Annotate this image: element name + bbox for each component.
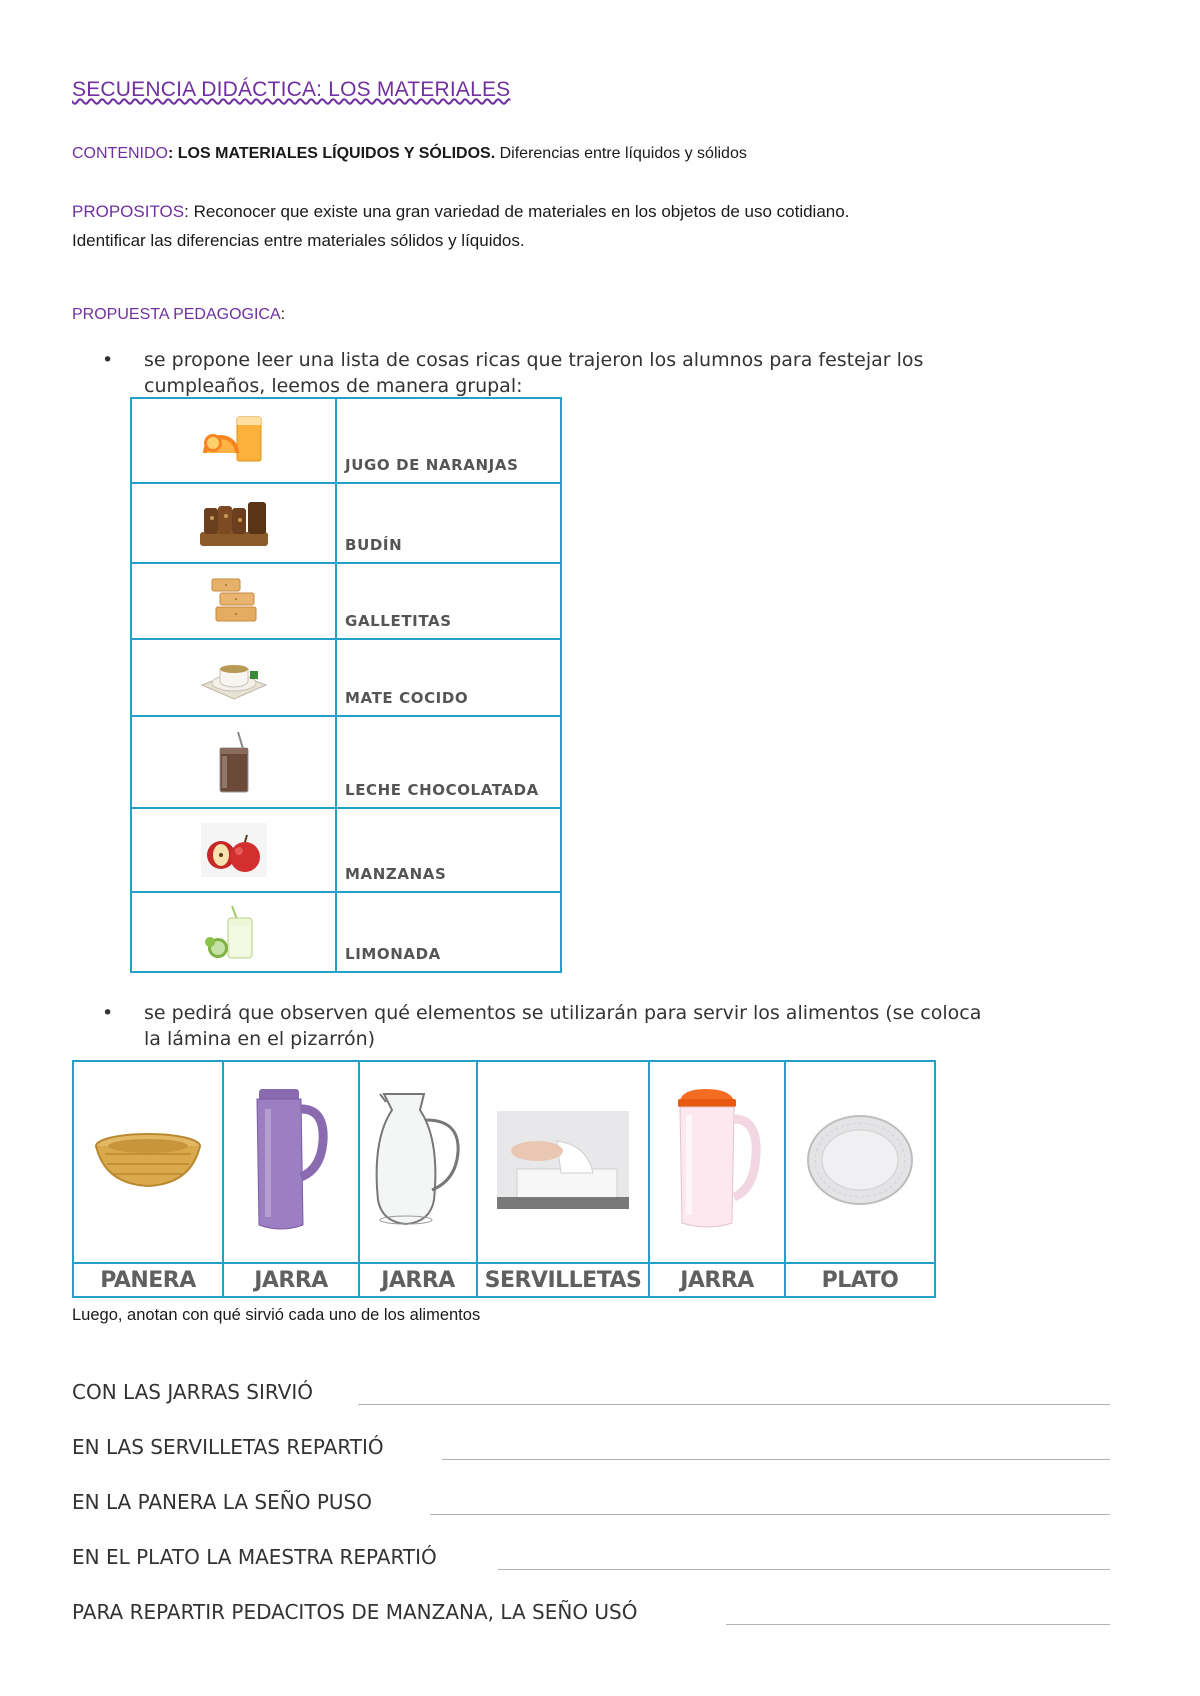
answer-line[interactable] bbox=[726, 1624, 1110, 1625]
utensils-table bbox=[72, 1060, 936, 1298]
food-label: GALLETITAS bbox=[345, 612, 452, 630]
food-label: BUDÍN bbox=[345, 536, 403, 554]
utensil-label: JARRA bbox=[223, 1263, 359, 1297]
lemonade-icon bbox=[204, 904, 264, 960]
table-row bbox=[131, 892, 561, 972]
utensils-image-row bbox=[73, 1061, 935, 1263]
food-label: JUGO DE NARANJAS bbox=[345, 456, 519, 474]
plate-icon bbox=[805, 1113, 915, 1207]
answer-prompt: CON LAS JARRAS SIRVIÓ bbox=[72, 1380, 314, 1404]
utensil-label: PANERA bbox=[73, 1263, 223, 1297]
propuesta-label: PROPUESTA PEDAGOGICA bbox=[72, 306, 281, 323]
answer-line[interactable] bbox=[442, 1459, 1110, 1460]
food-label: LECHE CHOCOLATADA bbox=[345, 781, 539, 799]
bullet-1 bbox=[102, 347, 1102, 403]
propuesta-line: PROPUESTA PEDAGOGICA: bbox=[72, 306, 286, 323]
utensil-label: SERVILLETAS bbox=[477, 1263, 649, 1297]
apples-icon bbox=[201, 823, 267, 877]
answer-prompt: EN LA PANERA LA SEÑO PUSO bbox=[72, 1490, 372, 1514]
chocolate-milk-icon bbox=[214, 730, 254, 794]
cake-icon bbox=[198, 498, 270, 548]
crackers-icon bbox=[206, 577, 262, 625]
plastic-pitcher-icon bbox=[672, 1085, 762, 1235]
orange-juice-icon bbox=[199, 413, 269, 469]
table-row bbox=[131, 808, 561, 892]
contenido-text: Diferencias entre líquidos y sólidos bbox=[499, 145, 747, 162]
answer-prompt: PARA REPARTIR PEDACITOS DE MANZANA, LA SEÑO USÓ bbox=[72, 1600, 638, 1624]
food-label: LIMONADA bbox=[345, 945, 441, 963]
bullet-2-line1: se pedirá que observen qué elementos se utilizarán para servir los alimentos (se coloca bbox=[144, 1002, 982, 1024]
table-row bbox=[131, 716, 561, 808]
utensil-label: PLATO bbox=[785, 1263, 935, 1297]
food-table bbox=[130, 397, 562, 973]
contenido-label: CONTENIDO bbox=[72, 145, 168, 162]
purple-pitcher-icon bbox=[251, 1085, 331, 1235]
answer-line[interactable] bbox=[430, 1514, 1110, 1515]
contenido-bold-text: LOS MATERIALES LÍQUIDOS Y SÓLIDOS. bbox=[177, 145, 496, 162]
propositos-label: PROPOSITOS bbox=[72, 202, 185, 221]
napkins-icon bbox=[497, 1111, 629, 1209]
bullet-1-line1: se propone leer una lista de cosas ricas que trajeron los alumnos para festejar los bbox=[144, 349, 924, 371]
answer-prompt: EN LAS SERVILLETAS REPARTIÓ bbox=[72, 1435, 384, 1459]
tea-cup-icon bbox=[198, 655, 270, 701]
answer-line[interactable] bbox=[358, 1404, 1110, 1405]
food-label: MANZANAS bbox=[345, 865, 447, 883]
bullet-dot: • bbox=[102, 349, 114, 371]
utensil-label: JARRA bbox=[359, 1263, 477, 1297]
bread-basket-icon bbox=[93, 1130, 203, 1190]
bullet-2 bbox=[102, 1000, 1142, 1056]
table-row bbox=[131, 398, 561, 483]
glass-pitcher-icon bbox=[370, 1090, 466, 1230]
utensils-label-row bbox=[73, 1263, 935, 1297]
answer-line[interactable] bbox=[498, 1569, 1110, 1570]
bullet-dot: • bbox=[102, 1002, 114, 1024]
table-row bbox=[131, 563, 561, 639]
food-label: MATE COCIDO bbox=[345, 689, 469, 707]
utensil-label: JARRA bbox=[649, 1263, 785, 1297]
propositos-line: PROPOSITOS: Reconocer que existe una gran variedad de materiales en los objetos de uso cotidiano. bbox=[72, 202, 850, 221]
propositos-line2: Identificar las diferencias entre materiales sólidos y líquidos. bbox=[72, 231, 525, 250]
luego-text: Luego, anotan con qué sirvió cada uno de los alimentos bbox=[72, 1306, 481, 1324]
bullet-2-line2: la lámina en el pizarrón) bbox=[144, 1028, 376, 1050]
contenido-line: CONTENIDO: LOS MATERIALES LÍQUIDOS Y SÓLIDOS. Diferencias entre líquidos y sólidos bbox=[72, 145, 747, 162]
table-row bbox=[131, 639, 561, 716]
propositos-line1: Reconocer que existe una gran variedad de materiales en los objetos de uso cotidiano. bbox=[193, 202, 850, 221]
document-title: SECUENCIA DIDÁCTICA: LOS MATERIALES bbox=[72, 78, 511, 101]
table-row bbox=[131, 483, 561, 563]
answer-prompt: EN EL PLATO LA MAESTRA REPARTIÓ bbox=[72, 1545, 437, 1569]
bullet-1-line2: cumpleaños, leemos de manera grupal: bbox=[144, 375, 523, 397]
